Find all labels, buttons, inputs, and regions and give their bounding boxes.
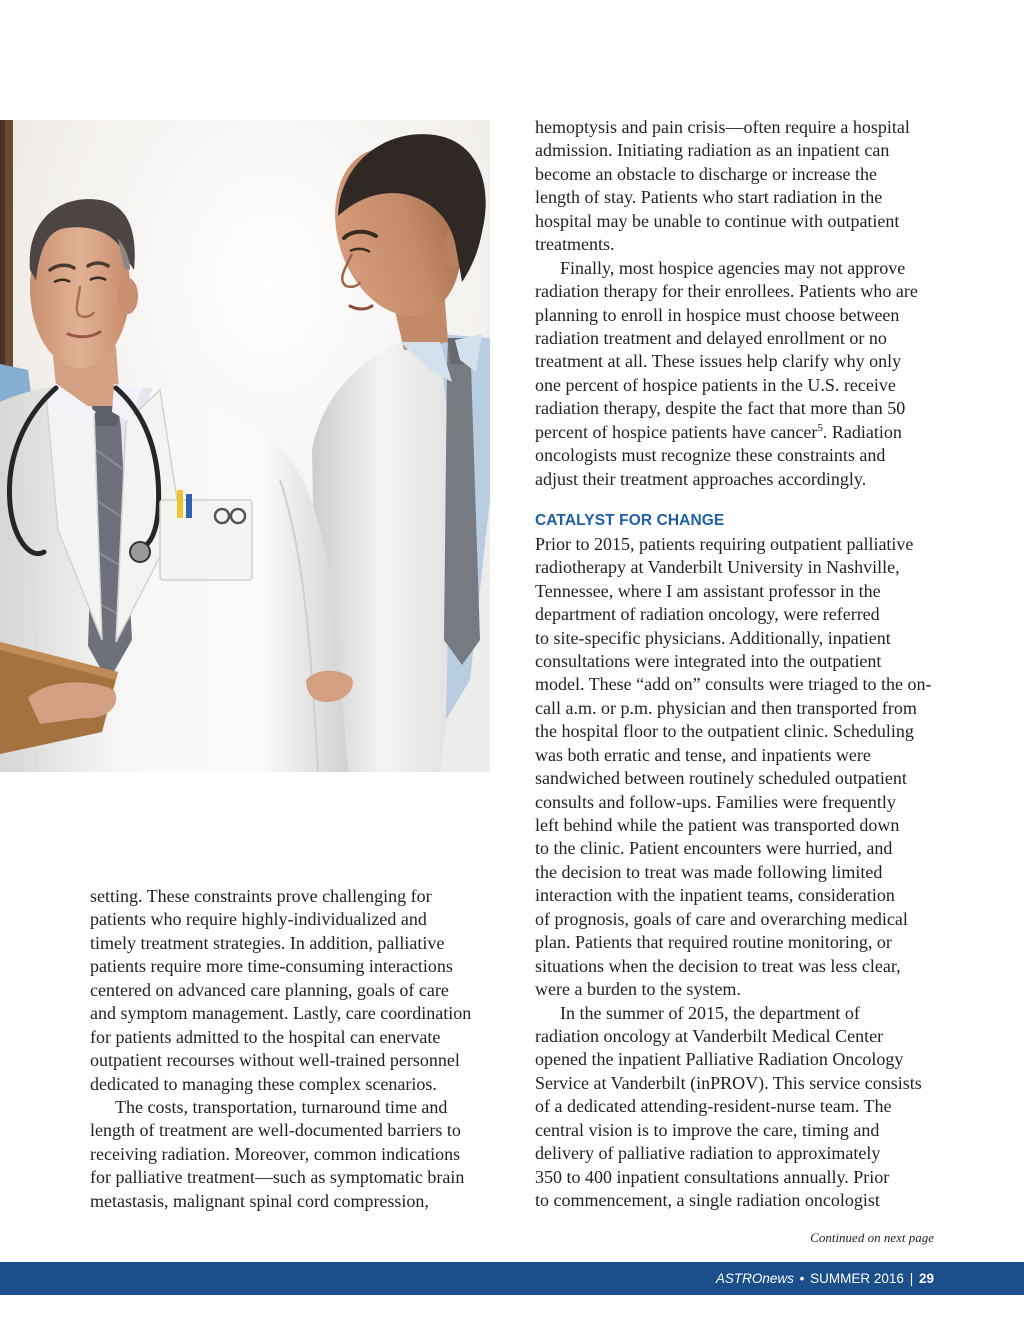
yellow-pen (177, 490, 183, 518)
paragraph (535, 1002, 955, 1213)
text-line: planning to enroll in hospice must choose between (535, 304, 900, 325)
text-line: treatment at all. These issues help clarify why only (535, 351, 902, 372)
door-frame (0, 120, 13, 382)
text-line: radiation treatment and delayed enrollment or no (535, 327, 887, 348)
text-line: to the clinic. Patient encounters were hurried, and (535, 838, 893, 859)
text-line: department of radiation oncology, were referred (535, 604, 880, 625)
text-line: consults and follow-ups. Families were frequently (535, 791, 896, 812)
text-line: interaction with the inpatient teams, consideration (535, 885, 895, 906)
text-line: outpatient recourses without well-trained personnel (90, 1050, 460, 1071)
text-line: for patients admitted to the hospital can enervate (90, 1026, 441, 1047)
text-line: patients require more time-consuming interactions (90, 956, 453, 977)
bullet-separator: • (799, 1271, 805, 1286)
text-line: oncologists must recognize these constraints and (535, 445, 886, 466)
text-line: become an obstacle to discharge or increase the (535, 163, 878, 184)
door-frame-shadow (0, 120, 5, 382)
ear (118, 278, 138, 314)
issue-date: SUMMER 2016 (810, 1271, 904, 1286)
text-line: Finally, most hospice agencies may not approve (560, 257, 906, 278)
continued-note: Continued on next page (810, 1230, 934, 1245)
left-text-column (90, 885, 490, 1213)
text-line: consultations were integrated into the outpatient (535, 650, 882, 671)
paragraph (535, 116, 955, 257)
text-line: model. These “add on” consults were triaged to the on- (535, 674, 932, 695)
text-line: to site-specific physicians. Additionally, inpatient (535, 627, 891, 648)
paragraph (535, 257, 955, 491)
text-line: the hospital floor to the outpatient clinic. Scheduling (535, 721, 914, 742)
text-line: for palliative treatment—such as symptomatic brain (90, 1167, 465, 1188)
text-line: length of stay. Patients who start radiation in the (535, 187, 883, 208)
text-line: were a burden to the system. (535, 979, 741, 1000)
footer-band (0, 1262, 1024, 1295)
text-line: metastasis, malignant spinal cord compression, (90, 1190, 429, 1211)
stethoscope-chestpiece (130, 542, 150, 562)
pocket (160, 500, 252, 580)
text-line: hospital may be unable to continue with outpatient (535, 210, 900, 231)
text-line: The costs, transportation, turnaround time and (115, 1096, 448, 1117)
text-line: 350 to 400 inpatient consultations annually. Prior (535, 1166, 890, 1187)
text-line: adjust their treatment approaches accordingly. (535, 468, 867, 489)
text-line: setting. These constraints prove challenging for (90, 886, 432, 906)
text-line: of a dedicated attending-resident-nurse team. The (535, 1096, 892, 1117)
text-line: Service at Vanderbilt (inPROV). This service consists (535, 1072, 922, 1093)
divider: | (909, 1271, 914, 1286)
text-line: opened the inpatient Palliative Radiation Oncology (535, 1049, 904, 1070)
text-line: radiation oncology at Vanderbilt Medical Center (535, 1025, 884, 1046)
paragraph (90, 1096, 490, 1213)
text-line: situations when the decision to treat was less clear, (535, 955, 901, 976)
text-line: timely treatment strategies. In addition, palliative (90, 932, 445, 953)
text-line: dedicated to managing these complex scenarios. (90, 1073, 437, 1094)
text-line: call a.m. or p.m. physician and then transported from (535, 697, 917, 718)
section-heading: CATALYST FOR CHANGE (535, 512, 725, 530)
text-line: centered on advanced care planning, goals of care (90, 979, 449, 1000)
paragraph (90, 885, 490, 1096)
text-line: treatments. (535, 234, 615, 255)
coat-pocket (160, 490, 252, 580)
right-text-column (535, 116, 955, 1212)
text-line: patients who require highly-individualized and (90, 909, 427, 930)
text-line: hemoptysis and pain crisis—often require a hospital (535, 117, 910, 137)
page-number: 29 (918, 1271, 934, 1286)
doctors-photo (0, 120, 490, 772)
text-line: the decision to treat was made following limited (535, 861, 883, 882)
text-line: receiving radiation. Moreover, common indications (90, 1143, 461, 1164)
text-line: sandwiched between routinely scheduled outpatient (535, 768, 907, 789)
footer-folio (716, 1262, 934, 1295)
text-line: delivery of palliative radiation to approximately (535, 1143, 881, 1164)
text-line: left behind while the patient was transported down (535, 815, 900, 836)
publication-name: ASTROnews (715, 1271, 794, 1286)
text-line: radiation therapy for their enrollees. Patients who are (535, 281, 918, 302)
text-segment: . Radiation (822, 421, 902, 442)
paragraph (535, 533, 955, 1002)
text-line: Prior to 2015, patients requiring outpatient palliative (535, 533, 914, 554)
text-line: was both erratic and tense, and inpatients were (535, 744, 871, 765)
text-line: radiotherapy at Vanderbilt University in Nashville, (535, 557, 900, 578)
text-line: plan. Patients that required routine monitoring, or (535, 932, 892, 953)
text-line: radiation therapy, despite the fact that more than 50 (535, 398, 906, 419)
text-line: admission. Initiating radiation as an inpatient can (535, 140, 890, 161)
text-line: to commencement, a single radiation oncologist (535, 1190, 880, 1211)
text-line: and symptom management. Lastly, care coordination (90, 1003, 472, 1024)
text-line: In the summer of 2015, the department of (560, 1002, 860, 1023)
text-line: length of treatment are well-documented barriers to (90, 1120, 461, 1141)
text-line (535, 421, 955, 444)
blue-pen (186, 494, 192, 518)
footnote-reference: 5 (817, 421, 823, 434)
text-line: central vision is to improve the care, timing and (535, 1119, 880, 1140)
text-line: of prognosis, goals of care and overarching medical (535, 908, 908, 929)
text-segment: percent of hospice patients have cancer (535, 421, 818, 442)
text-line: one percent of hospice patients in the U.S. receive (535, 374, 896, 395)
text-line: Tennessee, where I am assistant professor in the (535, 580, 881, 601)
